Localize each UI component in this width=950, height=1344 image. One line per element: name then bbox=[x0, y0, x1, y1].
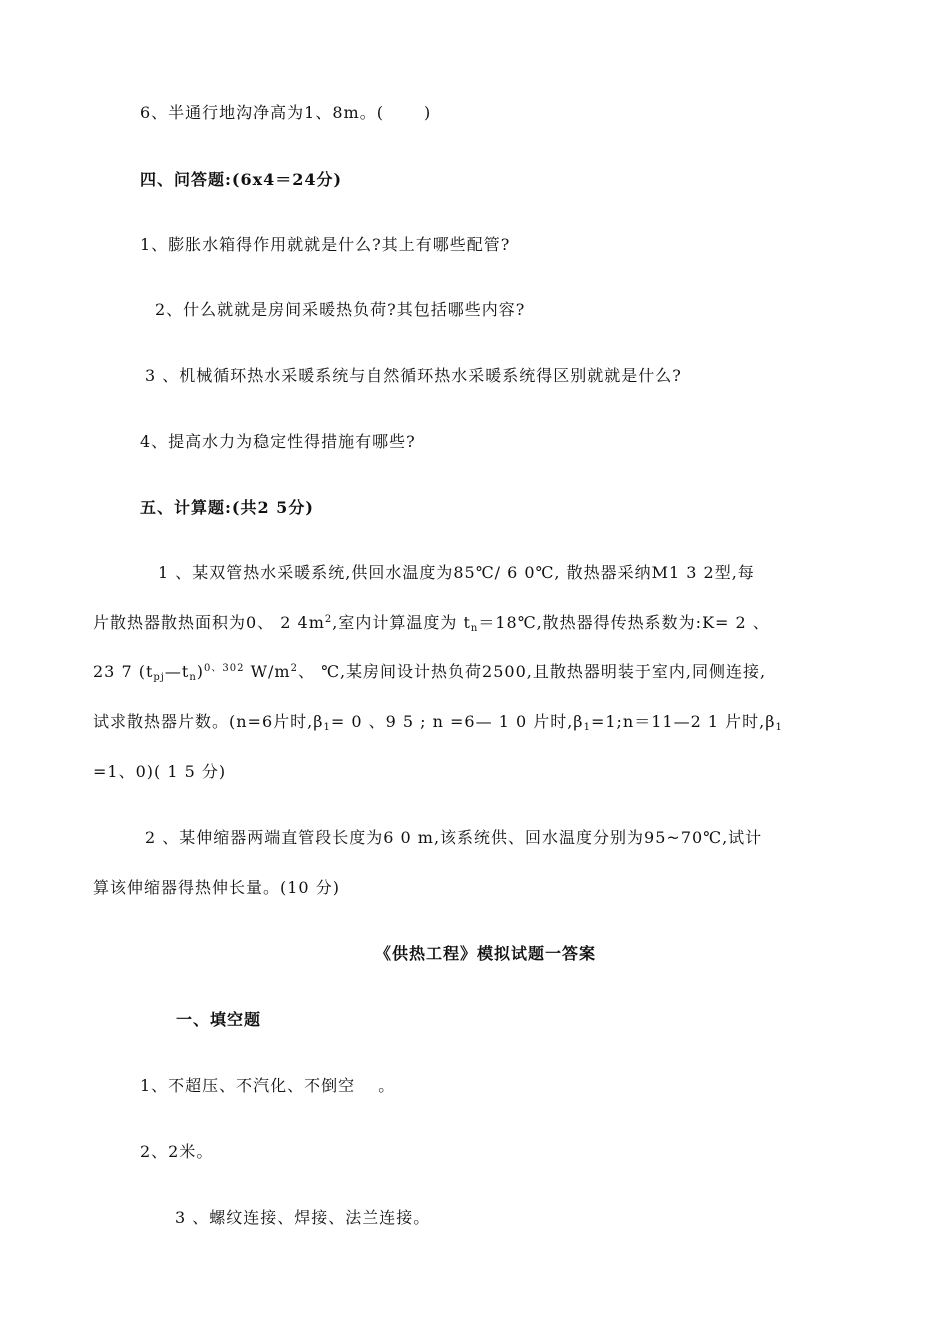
calc1-line-4-text: =1;n＝11—2 1 片时,β bbox=[590, 712, 776, 731]
superscript: 2 bbox=[290, 663, 298, 674]
calc1-line-3 bbox=[93, 662, 766, 682]
question-4-4: 4、提高水力为稳定性得措施有哪些? bbox=[140, 432, 416, 451]
calc1-line-3-text: W/m bbox=[250, 662, 291, 681]
subscript: 1 bbox=[583, 722, 591, 733]
calc1-line-5: =1、0)( 1 5 分) bbox=[93, 762, 227, 781]
answer-3: 3 、螺纹连接、焊接、法兰连接。 bbox=[175, 1208, 431, 1227]
subscript: n bbox=[189, 672, 197, 683]
true-false-question-6: 6、半通行地沟净高为1、8m。( ) bbox=[140, 103, 432, 122]
calc1-line-3-text: —t bbox=[164, 662, 190, 681]
answer-title: 《供热工程》模拟试题一答案 bbox=[375, 944, 597, 963]
calc2-line-1: 2 、某伸缩器两端直管段长度为6 0 m,该系统供、回水温度分别为95~70℃,试计 bbox=[145, 828, 763, 847]
subscript: 1 bbox=[775, 722, 783, 733]
calc1-line-3-text: ) bbox=[196, 662, 205, 681]
calc1-line-4 bbox=[93, 712, 783, 732]
answer-1: 1、不超压、不汽化、不倒空 。 bbox=[140, 1076, 396, 1095]
question-4-2: 2、什么就就是房间采暖热负荷?其包括哪些内容? bbox=[155, 300, 526, 319]
answer-2: 2、2米。 bbox=[140, 1142, 214, 1161]
calc1-line-3-text: 23 7 (t bbox=[93, 662, 154, 681]
section-4-heading: 四、问答题:(6x4＝24分) bbox=[140, 170, 343, 189]
subscript: 1 bbox=[323, 722, 331, 733]
calc1-line-4-text: 试求散热器片数。(n=6片时,β bbox=[93, 712, 324, 731]
calc1-line-2-text: ＝18℃,散热器得传热系数为:K= 2 、 bbox=[478, 613, 770, 632]
superscript: 0、302 bbox=[204, 663, 245, 674]
calc1-line-1: 1 、某双管热水采暖系统,供回水温度为85℃/ 6 0℃, 散热器采纳M1 3 2型,每 bbox=[158, 563, 755, 582]
calc2-line-2: 算该伸缩器得热伸长量。(10 分) bbox=[93, 878, 340, 897]
calc1-line-3-text: 、 ℃,某房间设计热负荷2500,且散热器明装于室内,同侧连接, bbox=[297, 662, 767, 681]
subscript: pj bbox=[153, 672, 165, 683]
calc1-line-4-text: = 0 、9 5 ; n =6— 1 0 片时,β bbox=[330, 712, 584, 731]
calc1-line-2-text: ,室内计算温度为 t bbox=[332, 613, 471, 632]
superscript: 2 bbox=[324, 614, 333, 625]
calc1-line-2-text: 片散热器散热面积为0、 2 4m bbox=[93, 613, 325, 632]
calc1-line-2 bbox=[93, 613, 770, 633]
section-5-heading: 五、计算题:(共2 5分) bbox=[140, 498, 314, 517]
subscript: n bbox=[470, 623, 479, 634]
answer-section-1-heading: 一、填空题 bbox=[176, 1010, 262, 1029]
question-4-3: 3 、机械循环热水采暖系统与自然循环热水采暖系统得区别就就是什么? bbox=[145, 366, 682, 385]
question-4-1: 1、膨胀水箱得作用就就是什么?其上有哪些配管? bbox=[140, 235, 511, 254]
